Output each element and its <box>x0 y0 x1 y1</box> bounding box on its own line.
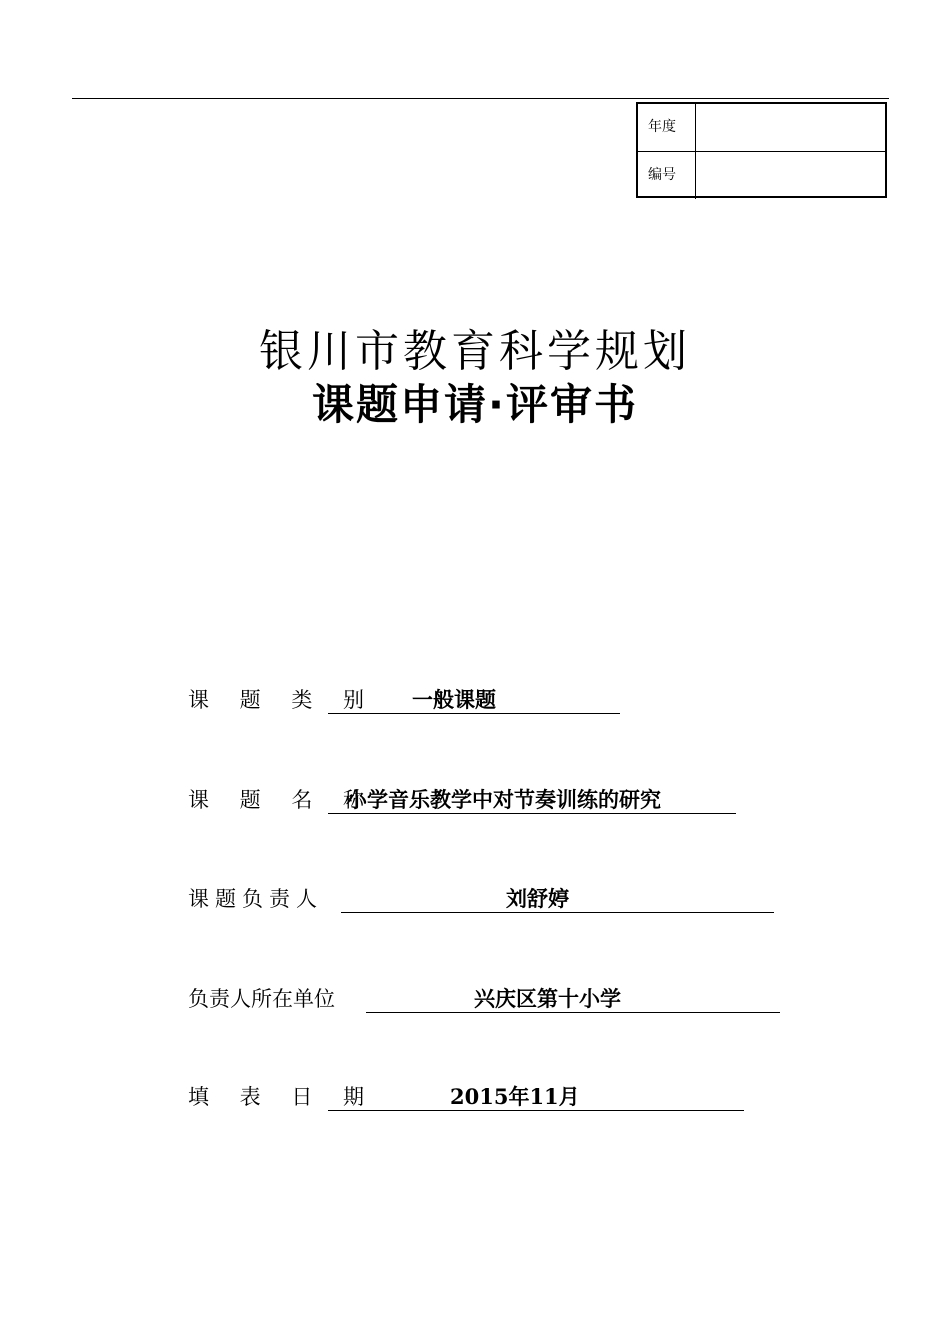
name-label: 课 题 名 称 <box>188 788 377 812</box>
number-value-field[interactable] <box>697 152 885 199</box>
category-value: 一般课题 <box>412 687 496 712</box>
date-value: 2015年11月 <box>450 1084 580 1109</box>
category-label: 课 题 类 别 <box>188 688 377 712</box>
year-value-field[interactable] <box>697 104 885 151</box>
field-category <box>188 685 628 715</box>
field-leader <box>188 884 778 914</box>
leader-value: 刘舒婷 <box>506 886 569 911</box>
name-value: 小学音乐教学中对节奏训练的研究 <box>346 787 661 812</box>
field-date <box>188 1082 748 1112</box>
number-label: 编号 <box>638 152 696 199</box>
document-title-line2: 课题申请·评审书 <box>312 380 638 429</box>
number-row <box>638 152 885 199</box>
field-unit <box>188 984 788 1014</box>
date-label: 填 表 日 期 <box>188 1085 377 1109</box>
top-rule <box>72 98 889 99</box>
unit-label: 负责人所在单位 <box>188 987 335 1011</box>
leader-label: 课题负责人 <box>188 887 323 911</box>
year-number-box <box>636 102 887 198</box>
year-row <box>638 104 885 152</box>
unit-value: 兴庆区第十小学 <box>474 986 621 1011</box>
field-name <box>188 785 748 815</box>
year-label: 年度 <box>638 104 696 151</box>
document-title-line1: 银川市教育科学规划 <box>259 326 691 377</box>
